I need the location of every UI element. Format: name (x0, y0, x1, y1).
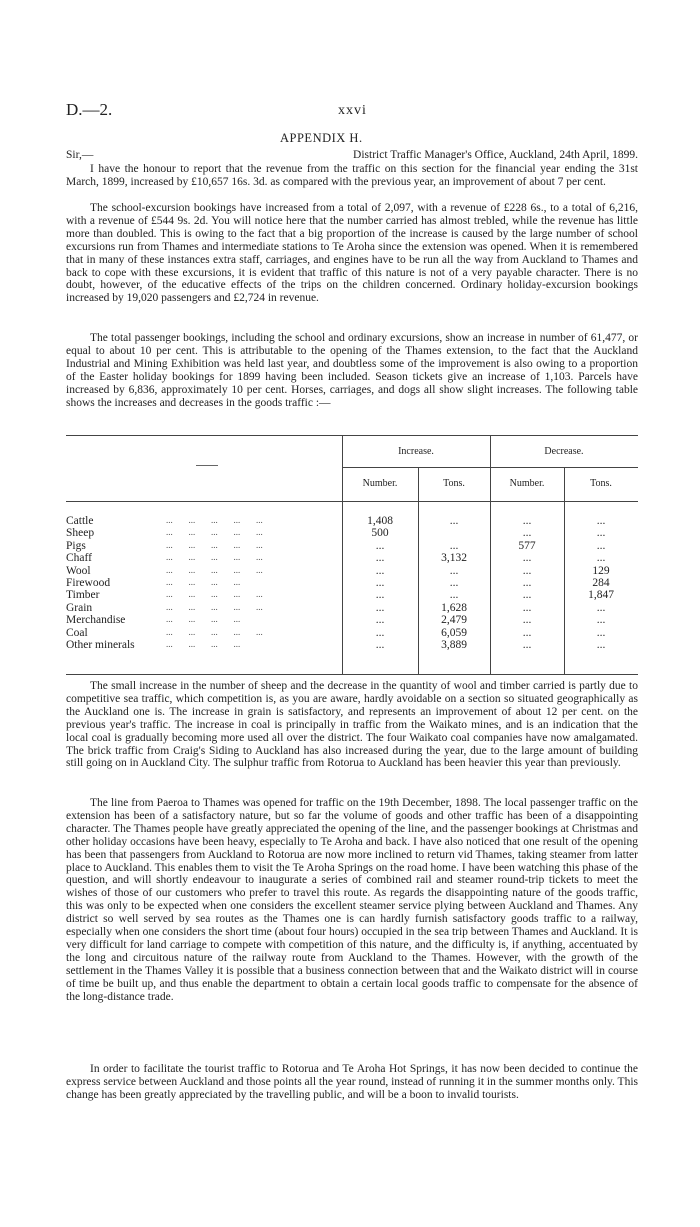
row-label: Pigs (66, 539, 86, 552)
decrease-number-cell: ... (522, 614, 532, 627)
row-leader-dots: ... ... ... ... ... (166, 626, 263, 637)
header-bottom-rule (66, 501, 638, 502)
increase-number-cell: ... (375, 626, 385, 639)
row-label: Wool (66, 564, 91, 577)
row-label: Other minerals (66, 639, 135, 651)
paragraph-text: The small increase in the number of sheep and the decrease in the quantity of wool and timber carried is partly due to competitive sea traffic, which competition is, as you are aware, hardly avoidable on a section so situated geographically as the Auckland one is. The increase in grain is satisfactory, and represents an improvement of about 12 per cent. on the previous year's traffic. The increase in coal is principally in traffic from the Waikato mines, and is an indication that the local coal is gradually becoming more used all over the district. The four Waikato coal companies have now amalgamated. The brick traffic from Craig's Siding to Auckland has also increased during the year, due to the large amount of building still going on in Auckland City. The sulphur traffic from Rotorua to Auckland has been heavier this year than previously. (66, 680, 638, 770)
table-row (66, 565, 638, 577)
increase-tons-cell: 1,628 (441, 601, 467, 614)
decrease-tons-cell: ... (596, 552, 606, 565)
increase-number-cell: ... (375, 589, 385, 602)
decrease-tons-cell: ... (596, 527, 606, 540)
increase-number-header: Number. (362, 478, 398, 489)
decrease-tons-cell: ... (596, 539, 606, 552)
decrease-tons-cell: 129 (592, 564, 610, 577)
table-row (66, 614, 638, 626)
row-leader-dots: ... ... ... ... ... (166, 515, 263, 525)
table-row (66, 540, 638, 552)
subheader-rule (342, 467, 638, 468)
row-label: Merchandise (66, 614, 126, 627)
increase-tons-cell: 2,479 (441, 614, 467, 627)
row-label: Firewood (66, 577, 111, 589)
page-number: xxvi (338, 103, 367, 118)
row-label: Timber (66, 589, 100, 602)
decrease-tons-cell: ... (596, 614, 606, 627)
increase-tons-cell: 3,132 (441, 552, 467, 565)
paragraph-passenger-bookings (66, 332, 638, 409)
decrease-tons-cell: ... (596, 601, 606, 614)
decrease-tons-cell: ... (596, 515, 606, 527)
increase-number-cell: ... (375, 577, 385, 589)
increase-tons-cell: ... (449, 589, 459, 602)
paragraph-sheep-wool (66, 680, 638, 770)
row-label: Chaff (66, 552, 92, 565)
increase-number-cell: ... (375, 614, 385, 627)
paragraph-tourist-traffic (66, 1063, 638, 1102)
decrease-tons-cell: ... (596, 639, 606, 651)
decrease-number-cell: ... (522, 527, 532, 540)
dateline: District Traffic Manager's Office, Auckland, 24th April, 1899. (353, 149, 638, 161)
increase-number-cell: 500 (371, 527, 389, 540)
decrease-number-cell: ... (522, 552, 532, 565)
table-row (66, 577, 638, 589)
decrease-number-cell: ... (522, 639, 532, 651)
increase-number-cell: 1,408 (367, 515, 393, 527)
decrease-number-cell: ... (522, 577, 532, 589)
increase-number-cell: ... (375, 552, 385, 565)
decrease-tons-cell: 1,847 (588, 589, 614, 602)
decrease-number-cell: ... (522, 564, 532, 577)
increase-tons-cell: 3,889 (441, 639, 467, 651)
goods-traffic-table (66, 435, 638, 675)
paragraph-paeroa-thames (66, 797, 638, 1004)
table-row (66, 552, 638, 564)
row-leader-dots: ... ... ... ... ... (166, 539, 263, 550)
paragraph-school-excursions (66, 202, 638, 305)
row-label: Grain (66, 601, 93, 614)
decrease-tons-cell: ... (596, 626, 606, 639)
increase-tons-cell: ... (449, 539, 459, 552)
increase-number-cell: ... (375, 564, 385, 577)
paragraph-text: The line from Paeroa to Thames was opened for traffic on the 19th December, 1898. The local passenger traffic on the extension has been of a satisfactory nature, but so far the volume of goods and other traffic has been of a disappointing character. The Thames people have greatly appreciated the opening of the line, and the passenger bookings at Christmas and other holiday occasions have been heavy, especially to Te Aroha and back. I have also noticed that one result of the opening has been that passengers from Auckland to Rotorua are now more inclined to return vid Thames, taking steamer from latter place to Auckland. This enables them to visit the Te Aroha Springs on the road home. I have been watching this phase of the question, and will shortly endeavour to inaugurate a series of combined rail and steamer round-trip tickets to meet the wishes of those of our customers who prefer to travel this route. As regards the disappointing nature of the goods traffic, this was only to be expected when one considers the excellent steamer service plying between Auckland and Thames. Any district so well served by sea routes as the Thames one is can hardly furnish satisfactory goods traffic to a railway, especially when one considers the short time (about four hours) occupied in the sea trip between Thames and Auckland. It is very difficult for land carriage to compete with competition of this nature, and the difficulty is, if anything, accentuated by the long and circuitous nature of the railway route from Auckland to the Thames. However, with the growth of the settlement in the Thames Valley it is possible that a business connection between that and the Waikato district will in course of time be built up, and thus enable the department to obtain a certain local goods traffic to compensate for the absence of the long-distance trade. (66, 797, 638, 1003)
row-leader-dots: ... ... ... ... ... (166, 589, 263, 600)
document-reference: D.—2. (66, 100, 113, 119)
row-leader-dots: ... ... ... ... (166, 577, 241, 587)
row-leader-dots: ... ... ... ... ... (166, 552, 263, 563)
decrease-number-header: Number. (509, 478, 545, 489)
decrease-tons-cell: 284 (592, 577, 610, 589)
paragraph-revenue (66, 163, 638, 189)
decrease-number-cell: ... (522, 601, 532, 614)
increase-tons-cell: ... (449, 577, 459, 589)
decrease-number-cell: ... (522, 626, 532, 639)
increase-number-cell: ... (375, 639, 385, 651)
row-leader-dots: ... ... ... ... (166, 614, 241, 625)
decrease-number-cell: ... (522, 589, 532, 602)
paragraph-text: The total passenger bookings, including the school and ordinary excursions, show an increase in number of 61,477, or equal to about 10 per cent. This is attributable to the opening of the Thames extension, to the fact that the Auckland Industrial and Mining Exhibition was held last year, and doubtless some of the improvement is also owing to a proportion of the Easter holiday bookings for 1899 having been included. Season tickets give an increase of 1,103. Parcels have increased by 6,836, approximately 10 per cent. Horses, carriages, and dogs all show slight increases. The following table shows the increases and decreases in the goods traffic :— (66, 332, 638, 409)
row-leader-dots: ... ... ... ... ... (166, 601, 263, 612)
table-top-rule (66, 435, 638, 436)
salutation: Sir,— (66, 149, 94, 161)
table-row (66, 515, 638, 527)
increase-tons-header: Tons. (443, 478, 465, 489)
increase-header: Increase. (398, 446, 434, 457)
paragraph-text: The school-excursion bookings have increased from a total of 2,097, with a revenue of £228 6s., to a total of 6,216, with a revenue of £544 9s. 2d. You will notice here that the number carried has almost trebled, while the revenue has little more than doubled. This is owing to the fact that a big proportion of the increase is caused by the large number of school excursions run from Thames and intermediate stations to Te Aroha since the extension was opened. When it is remembered that in many of these instances extra staff, carriages, and engines have to be run all the way from Auckland to Thames and back to cope with these excursions, it is evident that traffic of this nature is not of a very payable character. There is no doubt, however, of the educative effects of the trips on the children concerned. Ordinary holiday-excursion bookings increased by 19,020 passengers and £2,724 in revenue. (66, 202, 638, 305)
row-label: Coal (66, 626, 88, 639)
decrease-header: Decrease. (544, 446, 584, 457)
table-row (66, 627, 638, 639)
increase-number-cell: ... (375, 539, 385, 552)
appendix-title: APPENDIX H. (280, 131, 363, 145)
increase-tons-cell: ... (449, 564, 459, 577)
table-row (66, 589, 638, 601)
row-label: Cattle (66, 515, 94, 527)
table-bottom-rule (66, 674, 638, 675)
increase-tons-cell: 6,059 (441, 626, 467, 639)
row-leader-dots: ... ... ... ... ... (166, 564, 263, 575)
decrease-number-cell: 577 (518, 539, 536, 552)
blank-header-dash (196, 465, 218, 466)
increase-number-cell: ... (375, 601, 385, 614)
row-leader-dots: ... ... ... ... ... (166, 527, 263, 538)
table-row (66, 602, 638, 614)
row-leader-dots: ... ... ... ... (166, 639, 241, 649)
decrease-number-cell: ... (522, 515, 532, 527)
paragraph-text: In order to facilitate the tourist traffic to Rotorua and Te Aroha Hot Springs, it has now been decided to continue the express service between Auckland and those points all the year round, instead of running it in the summer months only. This change has been greatly appreciated by the travelling public, and will be a boon to invalid tourists. (66, 1063, 639, 1101)
paragraph-text: I have the honour to report that the revenue from the traffic on this section for the financial year ending the 31st March, 1899, increased by £10,657 16s. 3d. as compared with the previous year, an improvement of about 7 per cent. (66, 163, 638, 188)
table-row (66, 639, 638, 651)
table-row (66, 527, 638, 539)
increase-tons-cell: ... (449, 515, 459, 527)
row-label: Sheep (66, 527, 95, 540)
decrease-tons-header: Tons. (590, 478, 612, 489)
